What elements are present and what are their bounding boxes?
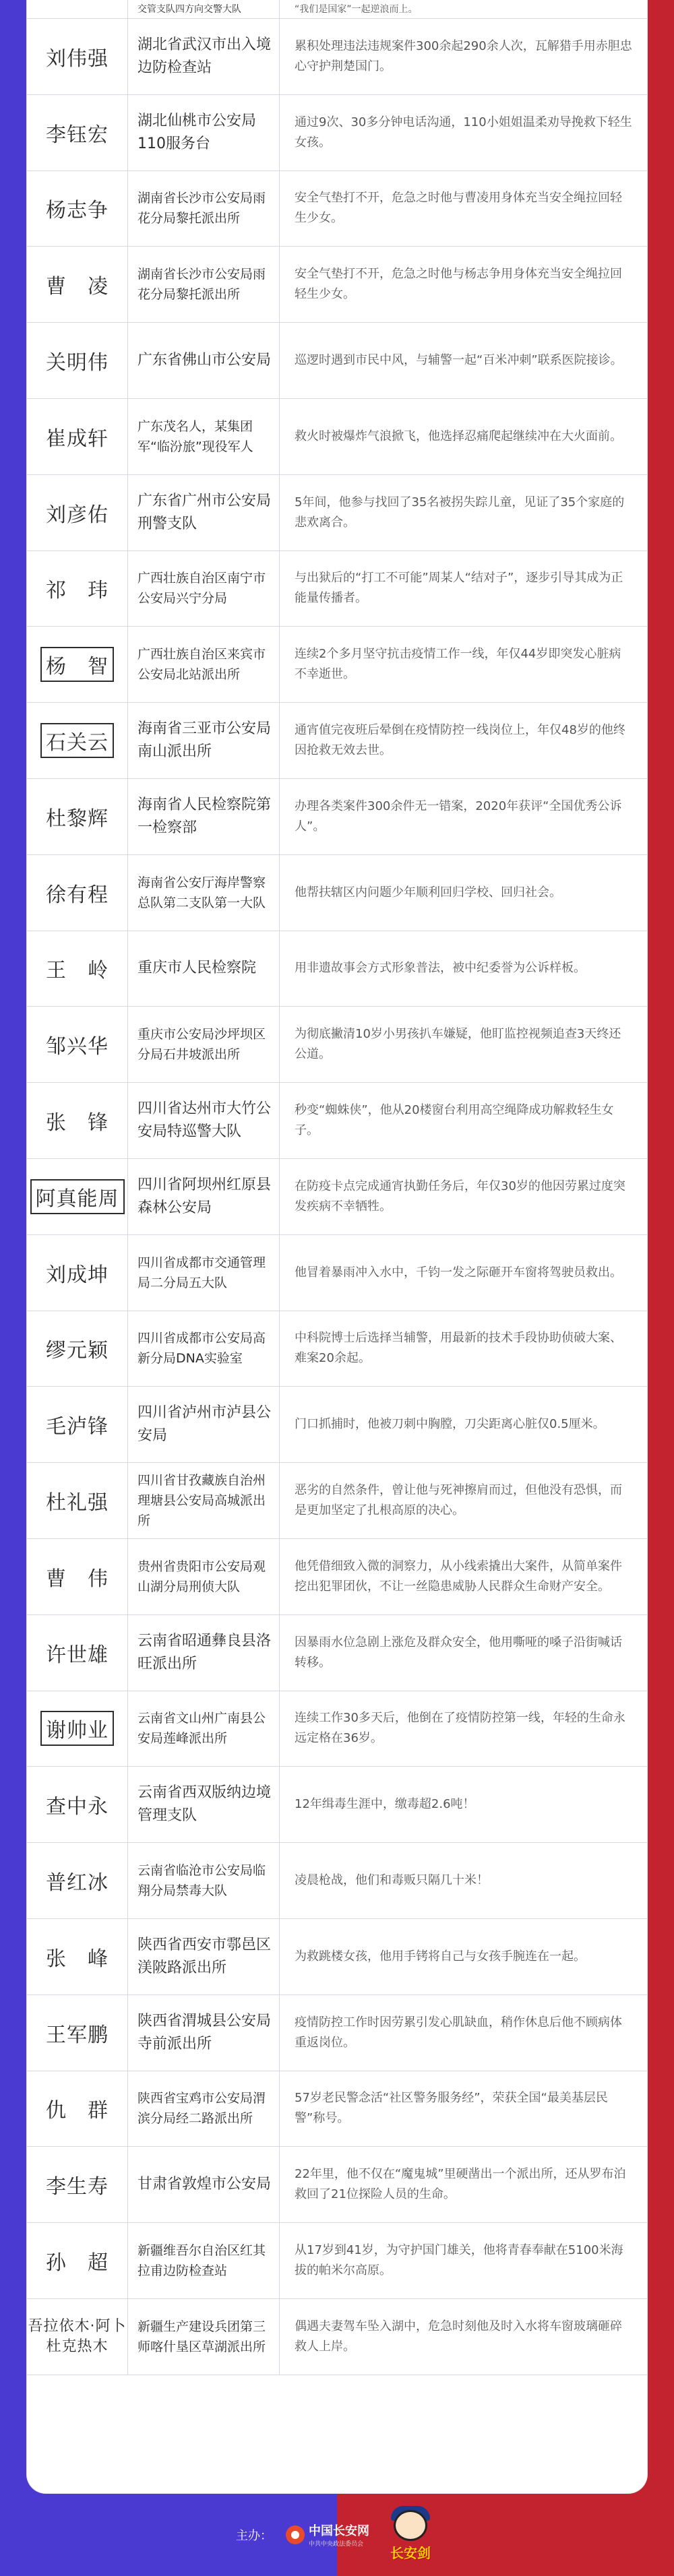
honoree-unit: 新疆生产建设兵团第三师喀什垦区草湖派出所 <box>128 2299 280 2375</box>
logo-sub: 中共中央政法委员会 <box>309 2541 364 2548</box>
honoree-name: 张 锋 <box>46 1111 109 1135</box>
honoree-name-cell <box>27 19 128 94</box>
honoree-deed: 凌晨枪战，他们和毒贩只隔几十米！ <box>295 1873 489 1888</box>
honoree-deed: 他凭借细致入微的洞察力，从小线索撬出大案件，从简单案件挖出犯罪团伙，不让一丝隐患威胁人民群众生命财产安全。 <box>295 1559 622 1594</box>
honoree-deed: 中科院博士后选择当辅警，用最新的技术手段协助侦破大案、难案20余起。 <box>295 1331 622 1366</box>
table-row <box>27 2071 647 2147</box>
honoree-name: 徐有程 <box>46 883 109 907</box>
table-row <box>27 551 647 627</box>
honoree-unit: 广东省佛山市公安局 <box>128 323 280 398</box>
honoree-name-cell <box>27 1387 128 1462</box>
host-label: 主办： <box>236 2528 272 2543</box>
honoree-name: 王军鹏 <box>46 2023 109 2047</box>
honoree-name: 关明伟 <box>46 351 109 375</box>
honoree-deed: 巡逻时遇到市民中风，与辅警一起“百米冲刺”联系医院接诊。 <box>295 353 623 368</box>
table-row <box>27 1843 647 1919</box>
honoree-deed: 安全气垫打不开，危急之时他与曹凌用身体充当安全绳拉回轻生少女。 <box>295 191 622 226</box>
table-row <box>27 1615 647 1691</box>
honoree-name-cell <box>27 627 128 702</box>
honoree-name: 刘彦佑 <box>46 503 109 527</box>
table-row <box>27 171 647 247</box>
table-row <box>27 2299 647 2375</box>
honoree-unit: 新疆维吾尔自治区红其拉甫边防检查站 <box>128 2223 280 2298</box>
honoree-deed: 从17岁到41岁，为守护国门雄关，他将青春奉献在5100米海拔的帕米尔高原。 <box>295 2243 623 2278</box>
changanjian-mascot-icon <box>383 2505 438 2565</box>
honoree-unit: 广东省广州市公安局刑警支队 <box>128 475 280 551</box>
honoree-unit: 湖北仙桃市公安局110服务台 <box>128 95 280 170</box>
honoree-unit: 云南省文山州广南县公安局莲峰派出所 <box>128 1691 280 1767</box>
table-row <box>27 1691 647 1767</box>
honoree-name-cell <box>27 323 128 398</box>
honoree-deed: 因暴雨水位急剧上涨危及群众安全，他用嘶哑的嗓子沿街喊话转移。 <box>295 1635 622 1670</box>
honoree-name-cell <box>27 0 128 18</box>
honoree-deed: 12年缉毒生涯中，缴毒超2.6吨！ <box>295 1797 475 1812</box>
honoree-name: 杜礼强 <box>46 1491 109 1515</box>
honoree-name: 曹 凌 <box>46 275 109 299</box>
honoree-unit: 重庆市公安局沙坪坝区分局石井坡派出所 <box>128 1007 280 1082</box>
honoree-name-cell <box>27 2223 128 2298</box>
honoree-name: 曹 伟 <box>46 1567 109 1591</box>
honoree-deed: 通宵值完夜班后晕倒在疫情防控一线岗位上，年仅48岁的他终因抢救无效去世。 <box>295 723 625 758</box>
honoree-unit: 海南省人民检察院第一检察部 <box>128 779 280 854</box>
mascot-text: 长安剑 <box>390 2544 431 2561</box>
honoree-unit: 云南省昭通彝良县洛旺派出所 <box>128 1615 280 1691</box>
honoree-unit: 陕西省渭城县公安局寺前派出所 <box>128 1995 280 2071</box>
honoree-deed: 疫情防控工作时因劳累引发心肌缺血，稍作休息后他不顾病体重返岗位。 <box>295 2015 622 2050</box>
honoree-name: 许世雄 <box>46 1643 109 1667</box>
honoree-name-cell <box>27 95 128 170</box>
honoree-deed: 为彻底撇清10岁小男孩扒车嫌疑，他盯监控视频追查3天终还公道。 <box>295 1027 621 1062</box>
honoree-deed: 门口抓捕时，他被刀刺中胸膛，刀尖距离心脏仅0.5厘米。 <box>295 1417 605 1432</box>
table-row <box>27 1767 647 1843</box>
honoree-unit: 四川省泸州市泸县公安局 <box>128 1387 280 1462</box>
table-row <box>27 323 647 399</box>
honoree-deed: 22年里，他不仅在“魔鬼城”里硬凿出一个派出所，还从罗布泊救回了21位探险人员的生命。 <box>295 2167 626 2202</box>
honoree-unit: 湖南省长沙市公安局雨花分局黎托派出所 <box>128 171 280 247</box>
changan-logo <box>286 2521 369 2548</box>
table-row <box>27 1159 647 1235</box>
honoree-name-cell <box>27 1463 128 1538</box>
honoree-name: 阿真能周 <box>30 1179 125 1214</box>
honoree-name: 王 岭 <box>46 959 109 983</box>
table-row <box>27 1007 647 1083</box>
honoree-name-cell <box>27 475 128 551</box>
honoree-name-cell <box>27 1007 128 1082</box>
table-row <box>27 1919 647 1995</box>
honoree-unit: 四川省达州市大竹公安局特巡警大队 <box>128 1083 280 1158</box>
honoree-name: 谢帅业 <box>40 1711 114 1746</box>
honoree-name-cell <box>27 1995 128 2071</box>
honoree-name-cell <box>27 1919 128 1994</box>
honoree-name-cell <box>27 2299 128 2375</box>
honoree-name: 刘成坤 <box>46 1263 109 1287</box>
table-row <box>27 1387 647 1463</box>
table-row <box>27 2223 647 2299</box>
table-row <box>27 779 647 855</box>
honoree-deed: 通过9次、30多分钟电话沟通，110小姐姐温柔劝导挽救下轻生女孩。 <box>295 115 632 150</box>
footer <box>0 2493 674 2576</box>
table-row <box>27 95 647 171</box>
honoree-name-cell <box>27 2071 128 2147</box>
honoree-name: 查中永 <box>46 1795 109 1819</box>
honoree-name: 张 峰 <box>46 1947 109 1971</box>
honoree-unit: 海南省三亚市公安局南山派出所 <box>128 703 280 778</box>
honoree-deed: 秒变“蜘蛛侠”，他从20楼窗台利用高空绳降成功解救轻生女子。 <box>295 1103 614 1138</box>
honoree-unit: 四川省成都市交通管理局二分局五大队 <box>128 1235 280 1311</box>
table-row <box>27 931 647 1007</box>
table-row <box>27 1083 647 1159</box>
honoree-name: 崔成轩 <box>46 427 109 451</box>
honoree-unit: 广东茂名人，某集团军“临汾旅”现役军人 <box>128 399 280 474</box>
honoree-name-cell <box>27 1539 128 1614</box>
honoree-unit: 云南省西双版纳边境管理支队 <box>128 1767 280 1842</box>
table-row <box>27 627 647 703</box>
honoree-deed: 在防疫卡点完成通宵执勤任务后，年仅30岁的他因劳累过度突发疾病不幸牺牲。 <box>295 1179 625 1214</box>
honoree-unit: 重庆市人民检察院 <box>128 931 280 1007</box>
honoree-unit: 广西壮族自治区南宁市公安局兴宁分局 <box>128 551 280 627</box>
honoree-unit: 甘肃省敦煌市公安局 <box>128 2147 280 2222</box>
honoree-name: 杨志争 <box>46 199 109 223</box>
honoree-deed: 安全气垫打不开，危急之时他与杨志争用身体充当安全绳拉回轻生少女。 <box>295 267 622 302</box>
honoree-name-cell <box>27 1083 128 1158</box>
honoree-unit: 广西壮族自治区来宾市公安局北站派出所 <box>128 627 280 702</box>
honoree-deed: 5年间，他参与找回了35名被拐失踪儿童，见证了35个家庭的悲欢离合。 <box>295 495 625 530</box>
honoree-name-cell <box>27 1235 128 1311</box>
honoree-deed: 救火时被爆炸气浪掀飞，他选择忍痛爬起继续冲在大火面前。 <box>295 429 622 443</box>
honoree-unit: 湖南省长沙市公安局雨花分局黎托派出所 <box>128 247 280 322</box>
honoree-name-cell <box>27 551 128 627</box>
table-row <box>27 1463 647 1539</box>
honoree-unit: 陕西省宝鸡市公安局渭滨分局经二路派出所 <box>128 2071 280 2147</box>
honoree-name-cell <box>27 703 128 778</box>
honoree-name-cell <box>27 247 128 322</box>
honoree-deed: 连续2个多月坚守抗击疫情工作一线，年仅44岁即突发心脏病不幸逝世。 <box>295 647 621 682</box>
honoree-name: 缪元颖 <box>46 1339 109 1363</box>
honoree-deed: 恶劣的自然条件，曾让他与死神擦肩而过，但他没有恐惧，而是更加坚定了扎根高原的决心。 <box>295 1483 622 1518</box>
honoree-deed: “我们是国家”一起逆浪而上。 <box>295 3 418 15</box>
honoree-name: 吾拉依木·阿卜杜克热木 <box>28 2317 127 2355</box>
table-row <box>27 0 647 19</box>
honoree-name: 邹兴华 <box>46 1035 109 1059</box>
honoree-name-cell <box>27 2147 128 2222</box>
table-row <box>27 19 647 95</box>
honoree-name-cell <box>27 855 128 931</box>
honoree-unit: 湖北省武汉市出入境边防检查站 <box>128 19 280 94</box>
honoree-deed: 他冒着暴雨冲入水中，千钧一发之际砸开车窗将驾驶员救出。 <box>295 1265 622 1280</box>
honoree-deed: 他帮扶辖区内问题少年顺利回归学校、回归社会。 <box>295 885 561 900</box>
honor-list-table <box>27 0 647 2493</box>
honoree-name-cell <box>27 399 128 474</box>
honoree-name: 孙 超 <box>46 2251 109 2275</box>
honoree-name-cell <box>27 1615 128 1691</box>
honoree-name: 毛泸锋 <box>46 1415 109 1439</box>
table-row <box>27 855 647 931</box>
honoree-deed: 与出狱后的“打工不可能”周某人“结对子”，逐步引导其成为正能量传播者。 <box>295 571 623 606</box>
honoree-name-cell <box>27 779 128 854</box>
honoree-unit: 四川省甘孜藏族自治州理塘县公安局高城派出所 <box>128 1463 280 1538</box>
honoree-unit: 交管支队四方向交警大队 <box>128 0 280 18</box>
honoree-name: 李生寿 <box>46 2175 109 2199</box>
honoree-name: 杜黎辉 <box>46 807 109 831</box>
logo-name: 中国长安网 <box>309 2524 369 2538</box>
honoree-name: 祁 玮 <box>46 579 109 603</box>
honoree-deed: 累积处理违法违规案件300余起290余人次，瓦解猎手用赤胆忠心守护荆楚国门。 <box>295 38 632 73</box>
honoree-name-cell <box>27 1311 128 1387</box>
table-row <box>27 703 647 779</box>
table-row <box>27 399 647 475</box>
honoree-name: 仇 群 <box>46 2099 109 2123</box>
honoree-deed: 办理各类案件300余件无一错案，2020年获评“全国优秀公诉人”。 <box>295 798 622 834</box>
honoree-unit: 四川省成都市公安局高新分局DNA实验室 <box>128 1311 280 1387</box>
table-row <box>27 247 647 323</box>
honoree-unit: 贵州省贵阳市公安局观山湖分局刑侦大队 <box>128 1539 280 1614</box>
table-row <box>27 475 647 551</box>
honoree-deed: 57岁老民警念活“社区警务服务经”，荣获全国“最美基层民警”称号。 <box>295 2091 608 2126</box>
honoree-unit: 陕西省西安市鄠邑区渼陂路派出所 <box>128 1919 280 1994</box>
table-row <box>27 1995 647 2071</box>
honoree-name: 普红冰 <box>46 1871 109 1895</box>
honoree-deed: 用非遗故事会方式形象普法，被中纪委誉为公诉样板。 <box>295 961 586 976</box>
honoree-name-cell <box>27 171 128 247</box>
honoree-unit: 海南省公安厅海岸警察总队第二支队第一大队 <box>128 855 280 931</box>
honoree-name-cell <box>27 1843 128 1918</box>
honoree-name-cell <box>27 1159 128 1234</box>
honoree-name: 杨 智 <box>40 647 114 682</box>
honoree-name: 石关云 <box>40 723 114 758</box>
table-row <box>27 2147 647 2223</box>
honoree-deed: 连续工作30多天后，他倒在了疫情防控第一线，年轻的生命永远定格在36岁。 <box>295 1711 625 1746</box>
honoree-unit: 四川省阿坝州红原县森林公安局 <box>128 1159 280 1234</box>
honoree-name-cell <box>27 1691 128 1767</box>
honoree-unit: 云南省临沧市公安局临翔分局禁毒大队 <box>128 1843 280 1918</box>
honoree-name: 刘伟强 <box>46 46 109 71</box>
honoree-deed: 为救跳楼女孩，他用手铐将自己与女孩手腕连在一起。 <box>295 1949 586 1964</box>
honoree-name: 李钰宏 <box>46 123 109 147</box>
changan-logo-icon <box>286 2525 305 2544</box>
table-row <box>27 1235 647 1311</box>
table-row <box>27 1311 647 1387</box>
honoree-name-cell <box>27 1767 128 1842</box>
honoree-deed: 偶遇夫妻驾车坠入湖中，危急时刻他及时入水将车窗玻璃砸碎救人上岸。 <box>295 2319 622 2354</box>
honoree-name-cell <box>27 931 128 1007</box>
table-row <box>27 1539 647 1615</box>
